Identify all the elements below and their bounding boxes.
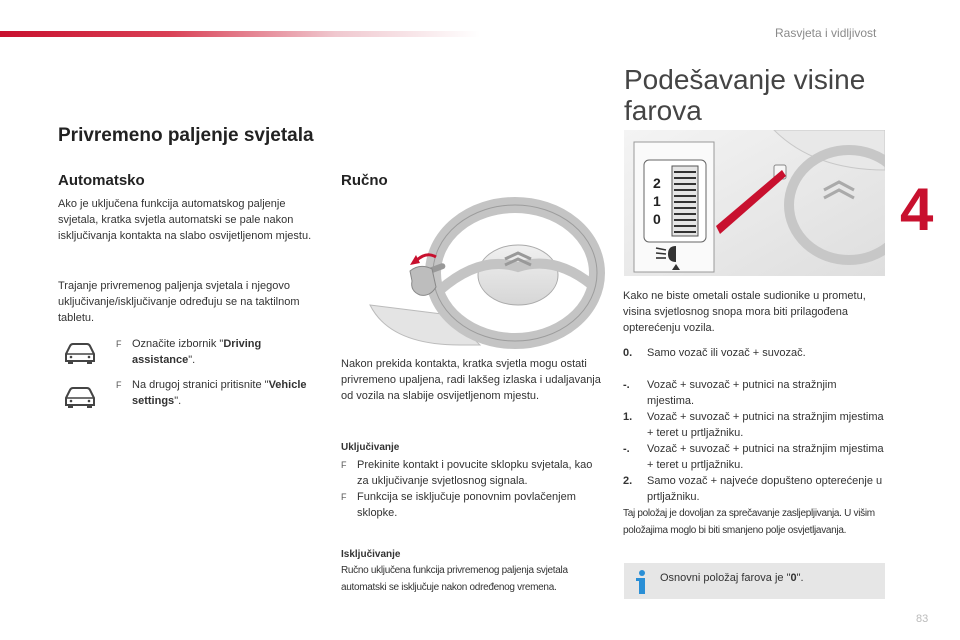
manual-heading: Ručno xyxy=(341,172,388,189)
page-number: 83 xyxy=(916,613,929,625)
auto-step-2: F Na drugoj stranici pritisnite "Vehicle settings". xyxy=(116,379,307,407)
auto-heading: Automatsko xyxy=(58,172,145,189)
auto-paragraph-1: Ako je uključena funkcija automatskog paljenje svjetala, kratka svjetla automatski se pale nakon isključivanja kontakta na slabo osvijetljenom mjestu. xyxy=(58,198,312,242)
svg-text:0: 0 xyxy=(653,211,661,227)
load-position-dash-1: -. Vozač + suvozač + putnici na stražnjim mjestima. xyxy=(623,379,837,407)
steering-wheel-illustration xyxy=(340,195,605,350)
car-settings-icon xyxy=(62,340,98,371)
switch-on-bullet-2: F Funkcija se isključuje ponovnim povlačenjem sklopke. xyxy=(341,491,576,519)
headlamp-note: Taj položaj je dovoljan za sprečavanje zasljepljivanja. U višim položajima moglo bi biti smanjeno polje osvjetljavanja. xyxy=(623,508,875,536)
manual-paragraph: Nakon prekida kontakta, kratka svjetla mogu ostati privremeno upaljena, radi lakšeg izlaska i udaljavanja od vozila na slabije osvijetljenom mjestu. xyxy=(341,358,601,402)
switch-on-bullet-1: F Prekinite kontakt i povucite sklopku svjetala, kao za uključivanje svjetlosnog signala. xyxy=(341,459,593,487)
switch-off-label: Isključivanje xyxy=(341,549,401,560)
load-position-0: 0. Samo vozač ili vozač + suvozač. xyxy=(623,347,806,359)
load-position-1: 1. Vozač + suvozač + putnici na stražnjim mjestima + teret u prtljažniku. xyxy=(623,411,884,439)
headlamp-intro: Kako ne biste ometali ostale sudionike u prometu, visina svjetlosnog snopa mora biti prilagođena opterećenju vozila. xyxy=(623,290,866,334)
info-text: Osnovni položaj farova je "0". xyxy=(660,572,804,584)
header-accent-bar xyxy=(0,31,480,37)
chapter-number: 4 xyxy=(900,176,934,243)
dial-position-labels xyxy=(653,175,661,227)
switch-off-text: Ručno uključena funkcija privremenog paljenja svjetala automatski se isključuje nakon određenog vremena. xyxy=(341,565,568,593)
headlamp-dial-illustration xyxy=(624,130,885,276)
section-title: Rasvjeta i vidljivost xyxy=(775,26,877,40)
headlamp-adjust-title: Podešavanje visine farova xyxy=(624,64,866,126)
svg-text:1: 1 xyxy=(653,193,661,209)
auto-paragraph-2: Trajanje privremenog paljenja svjetala i njegovo uključivanje/isključivanje određuju se na taktilnom tabletu. xyxy=(58,280,300,324)
auto-step-1: F Označite izbornik "Driving assistance". xyxy=(116,338,262,366)
load-position-2: 2. Samo vozač + najveće dopušteno opterećenje u prtljažniku. xyxy=(623,475,883,503)
info-icon xyxy=(634,569,650,595)
main-heading: Privremeno paljenje svjetala xyxy=(58,125,314,146)
svg-text:2: 2 xyxy=(653,175,661,191)
load-position-dash-2: -. Vozač + suvozač + putnici na stražnjim mjestima + teret u prtljažniku. xyxy=(623,443,884,471)
switch-on-label: Uključivanje xyxy=(341,442,400,453)
car-settings-icon xyxy=(62,384,98,415)
info-box xyxy=(624,563,885,599)
